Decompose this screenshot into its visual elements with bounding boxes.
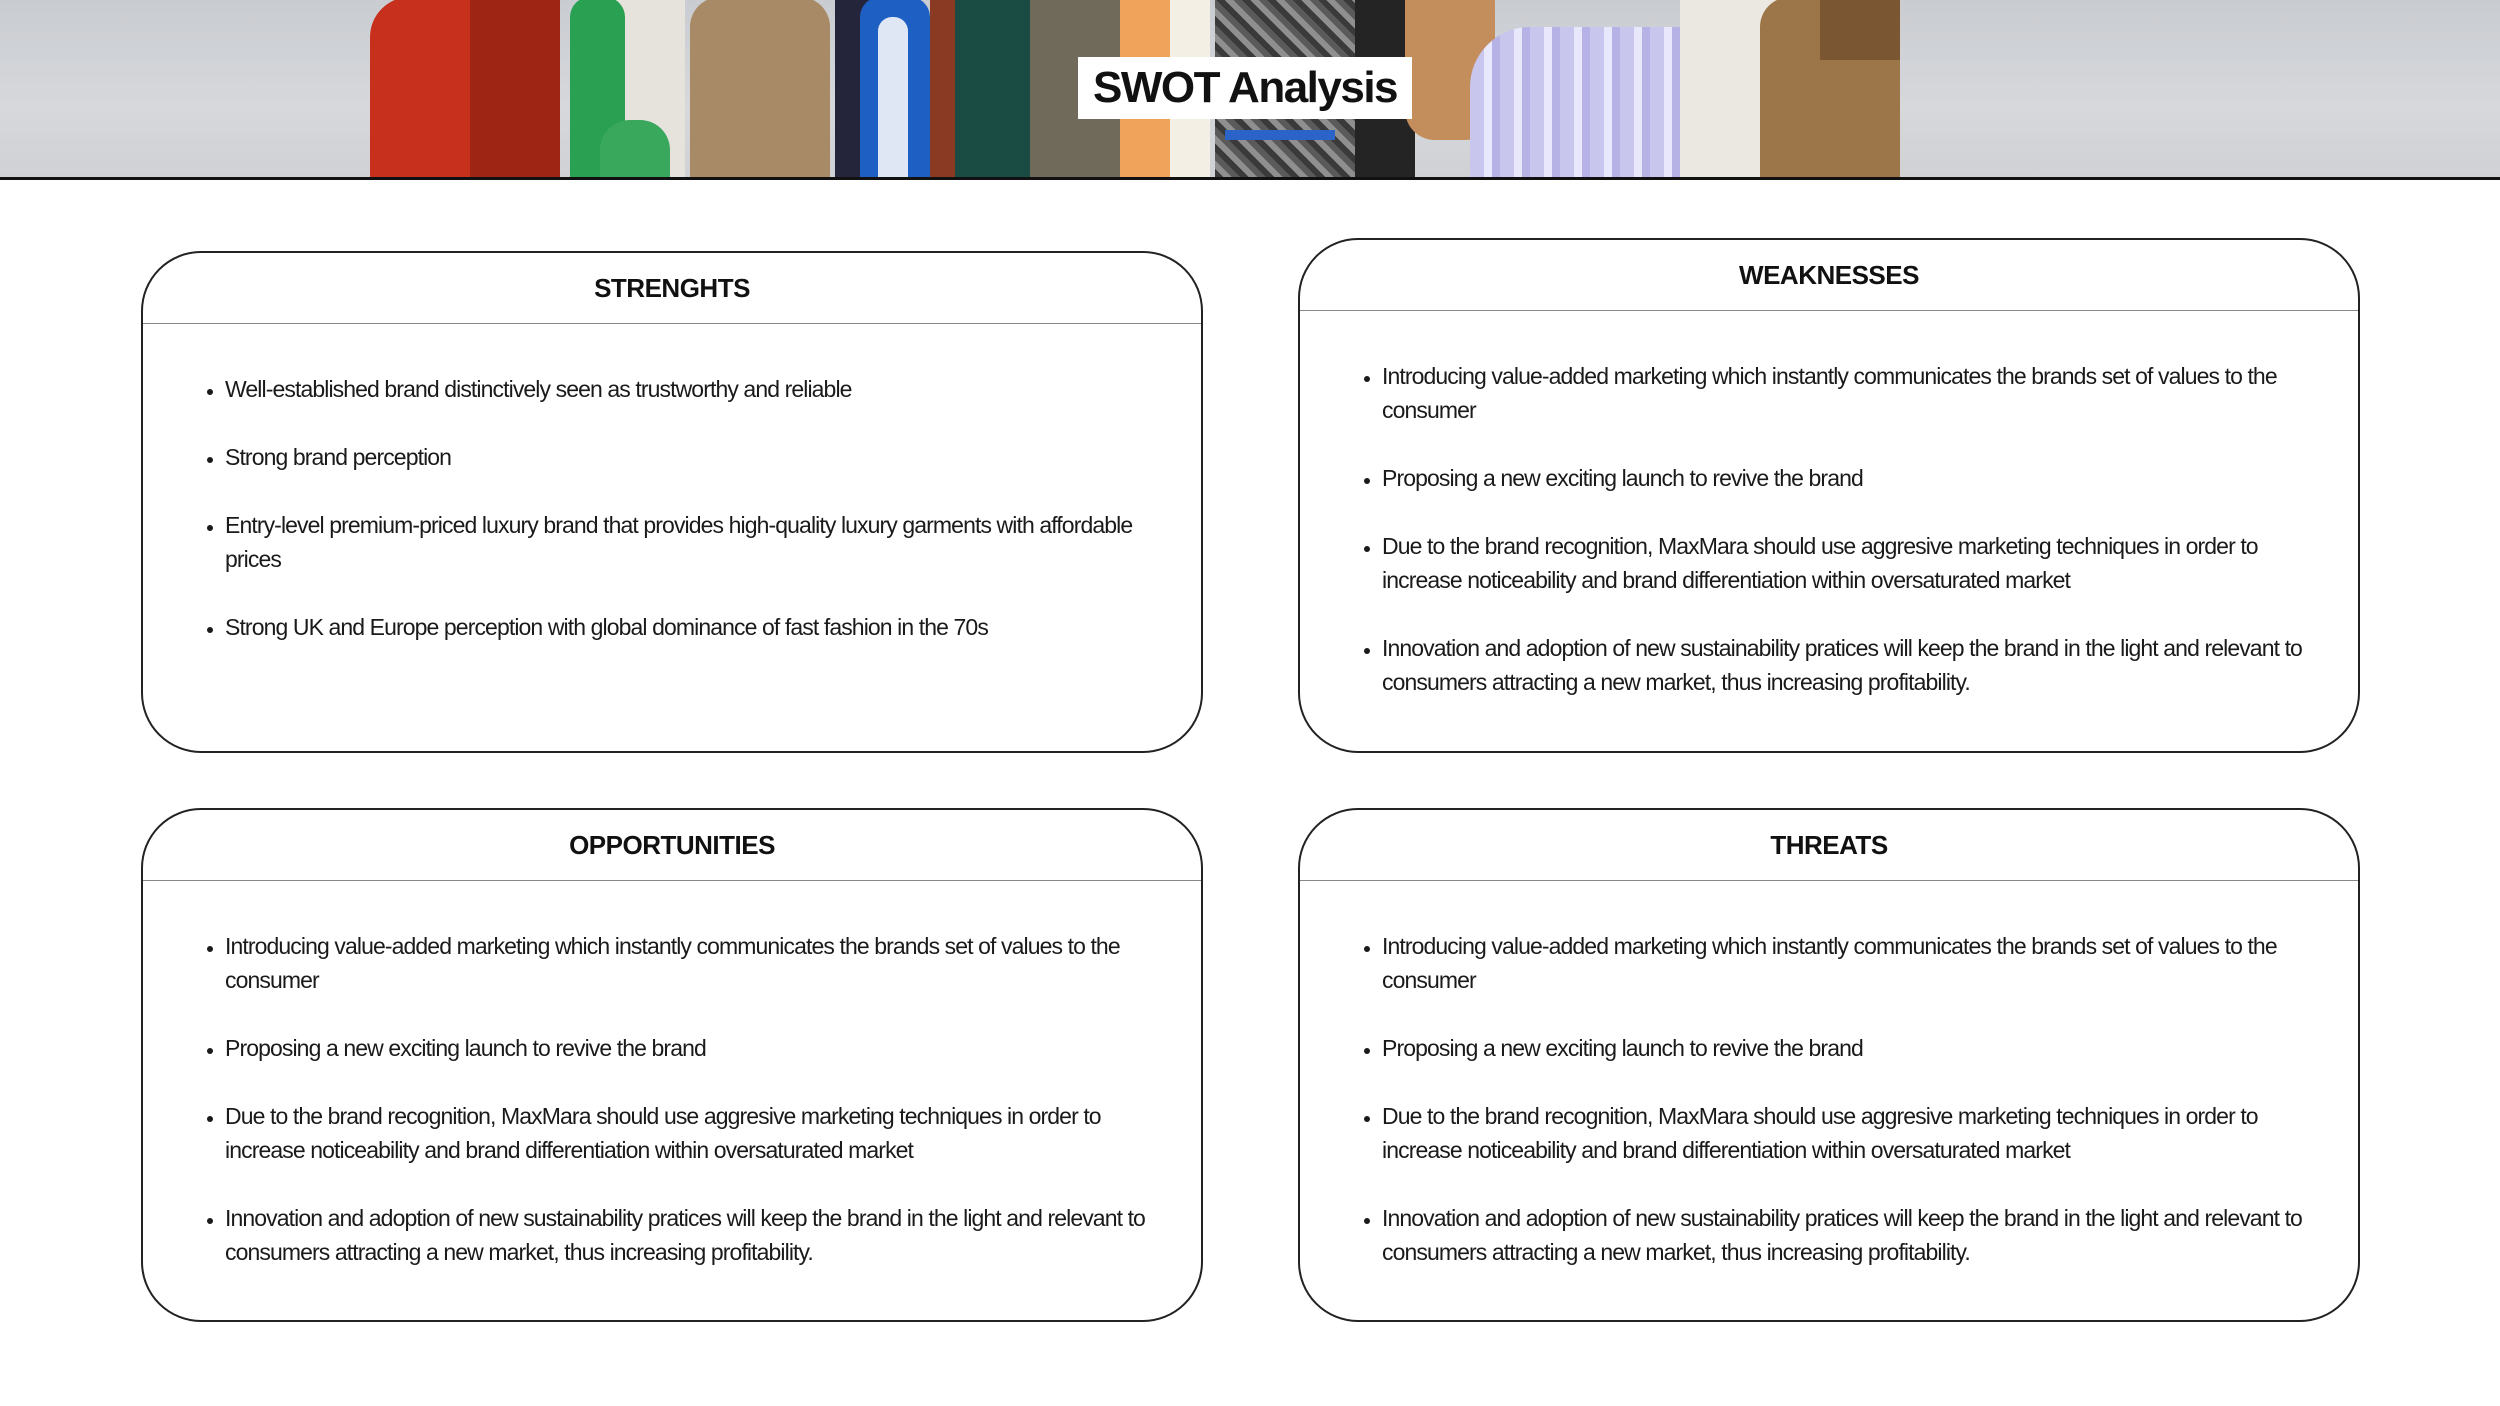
list-item: • Well-established brand distinctively seen as trustworthy and reliable <box>225 372 1161 406</box>
list-item: • Proposing a new exciting launch to revive the brand <box>1382 1031 2318 1065</box>
list-item: • Due to the brand recognition, MaxMara should use aggresive marketing techniques in order to increase noticeability and brand differentiation within oversaturated market <box>1382 1099 2318 1167</box>
banner-image <box>0 0 2500 180</box>
title-box <box>1078 57 1412 119</box>
list-item: • Innovation and adoption of new sustainability pratices will keep the brand in the light and relevant to consumers attracting a new market, thus increasing profitability. <box>1382 1201 2318 1269</box>
strengths-header <box>143 253 1201 324</box>
threats-list <box>1300 881 2358 1269</box>
weaknesses-heading: WEAKNESSES <box>1739 259 1919 290</box>
list-item: • Introducing value-added marketing which instantly communicates the brands set of values to the consumer <box>225 929 1161 997</box>
list-item: • Due to the brand recognition, MaxMara should use aggresive marketing techniques in order to increase noticeability and brand differentiation within oversaturated market <box>1382 529 2318 597</box>
list-item: • Due to the brand recognition, MaxMara should use aggresive marketing techniques in order to increase noticeability and brand differentiation within oversaturated market <box>225 1099 1161 1167</box>
garment-shape <box>1820 0 1900 60</box>
threats-header <box>1300 810 2358 881</box>
strengths-list <box>143 324 1201 644</box>
garment-shape <box>1225 130 1335 140</box>
list-item: • Innovation and adoption of new sustainability pratices will keep the brand in the light and relevant to consumers attracting a new market, thus increasing profitability. <box>1382 631 2318 699</box>
opportunities-heading: OPPORTUNITIES <box>569 829 775 860</box>
page-title: SWOT Analysis <box>1092 63 1398 112</box>
weaknesses-card <box>1298 238 2360 753</box>
strengths-heading: STRENGHTS <box>594 272 750 303</box>
threats-heading: THREATS <box>1770 829 1888 860</box>
list-item: • Proposing a new exciting launch to revive the brand <box>225 1031 1161 1065</box>
strengths-card <box>141 251 1203 753</box>
list-item: • Strong brand perception <box>225 440 1161 474</box>
opportunities-list <box>143 881 1201 1269</box>
list-item: • Strong UK and Europe perception with global dominance of fast fashion in the 70s <box>225 610 1161 644</box>
list-item: • Entry-level premium-priced luxury brand that provides high-quality luxury garments with affordable prices <box>225 508 1161 576</box>
garment-shape <box>600 120 670 180</box>
opportunities-card <box>141 808 1203 1322</box>
threats-card <box>1298 808 2360 1322</box>
list-item: • Introducing value-added marketing which instantly communicates the brands set of values to the consumer <box>1382 359 2318 427</box>
garment-shape <box>690 0 830 177</box>
weaknesses-header <box>1300 240 2358 311</box>
garment-shape <box>955 0 1035 177</box>
list-item: • Introducing value-added marketing which instantly communicates the brands set of values to the consumer <box>1382 929 2318 997</box>
opportunities-header <box>143 810 1201 881</box>
weaknesses-list <box>1300 311 2358 699</box>
garment-shape <box>878 17 908 177</box>
list-item: • Proposing a new exciting launch to revive the brand <box>1382 461 2318 495</box>
list-item: • Innovation and adoption of new sustainability pratices will keep the brand in the light and relevant to consumers attracting a new market, thus increasing profitability. <box>225 1201 1161 1269</box>
garment-shape <box>470 0 560 177</box>
